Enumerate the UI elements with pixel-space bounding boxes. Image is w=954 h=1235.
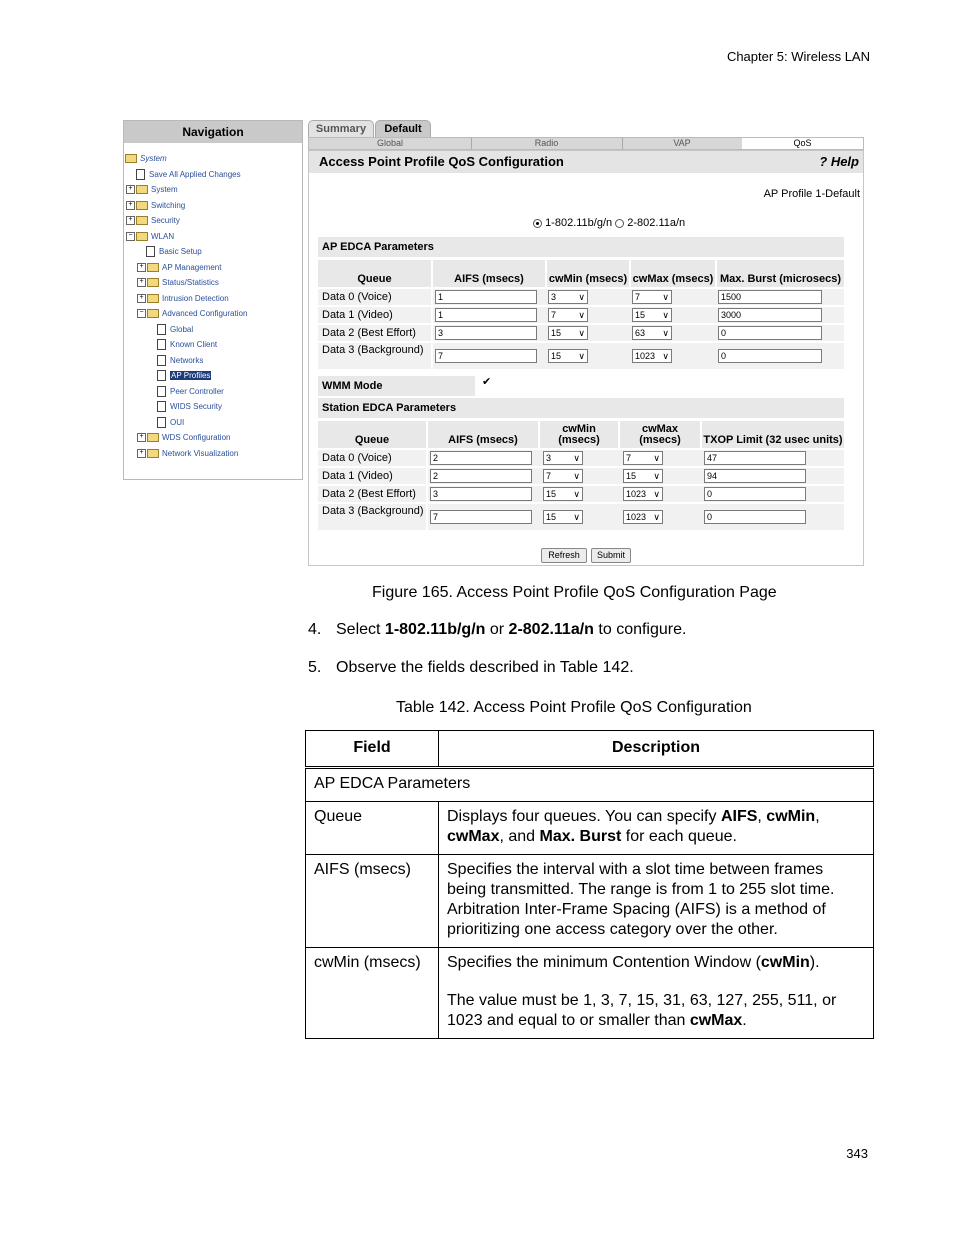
sta-row0-aifs-input[interactable]: 2 [430, 451, 532, 465]
expand-icon[interactable]: + [137, 449, 146, 458]
ap-row0-burst-input[interactable]: 1500 [718, 290, 822, 304]
sta-row3-cwmin-select[interactable]: 15 ∨ [543, 510, 583, 524]
nav-item-intrusion-detection[interactable]: + Intrusion Detection [137, 293, 229, 305]
nav-item-ap-management[interactable]: + AP Management [137, 262, 221, 274]
folder-open-icon [136, 232, 148, 241]
desc-queue: Displays four queues. You can specify AIFS, cwMin, cwMax, and Max. Burst for each queue. [439, 802, 874, 855]
page-icon [157, 370, 166, 381]
tab-default[interactable]: Default [375, 120, 431, 137]
expand-icon[interactable]: + [137, 433, 146, 442]
ap-row3-queue: Data 3 (Background) [318, 343, 431, 369]
sta-row1-cwmin-select[interactable]: 7 ∨ [543, 469, 583, 483]
folder-icon [136, 201, 148, 210]
ap-row3-cwmax-select[interactable]: 1023 ∨ [632, 349, 672, 363]
folder-open-icon [147, 309, 159, 318]
ap-header-aifs: AIFS (msecs) [433, 260, 545, 287]
ap-row3-aifs-input[interactable]: 7 [435, 349, 537, 363]
nav-item-peer-controller[interactable]: Peer Controller [157, 386, 224, 398]
header-description: Description [439, 731, 874, 768]
sta-header-txop: TXOP Limit (32 usec units) [702, 421, 844, 448]
field-aifs: AIFS (msecs) [306, 855, 439, 948]
radio-group: 1-802.11b/g/n 2-802.11a/n [533, 217, 685, 229]
sta-row1-cwmax-select[interactable]: 15 ∨ [623, 469, 663, 483]
header-field: Field [306, 731, 439, 768]
page-icon [136, 169, 145, 180]
ap-row2-queue: Data 2 (Best Effort) [318, 325, 431, 341]
sta-row3-txop-input[interactable]: 0 [704, 510, 806, 524]
nav-item-ap-profiles[interactable]: AP Profiles [157, 370, 211, 382]
expand-icon[interactable]: + [126, 185, 135, 194]
sta-row0-cwmin-select[interactable]: 3 ∨ [543, 451, 583, 465]
folder-icon [147, 294, 159, 303]
folder-open-icon [125, 154, 137, 163]
station-edca-section-title: Station EDCA Parameters [318, 398, 844, 418]
wmm-mode-label: WMM Mode [318, 376, 475, 396]
ap-row2-burst-input[interactable]: 0 [718, 326, 822, 340]
ap-row3-burst-input[interactable]: 0 [718, 349, 822, 363]
sta-header-cwmin: cwMin (msecs) [540, 421, 618, 448]
nav-item-oui[interactable]: OUI [157, 417, 184, 429]
ap-header-max-burst: Max. Burst (microsecs) [717, 260, 844, 287]
ap-header-queue: Queue [318, 260, 431, 287]
ap-row1-queue: Data 1 (Video) [318, 307, 431, 323]
ap-row1-aifs-input[interactable]: 1 [435, 308, 537, 322]
sta-row2-cwmin-select[interactable]: 15 ∨ [543, 487, 583, 501]
ap-row2-cwmax-select[interactable]: 63 ∨ [632, 326, 672, 340]
field-queue: Queue [306, 802, 439, 855]
sta-row1-aifs-input[interactable]: 2 [430, 469, 532, 483]
nav-item-wds-configuration[interactable]: + WDS Configuration [137, 432, 230, 444]
ap-row1-cwmin-select[interactable]: 7 ∨ [548, 308, 588, 322]
sta-header-aifs: AIFS (msecs) [428, 421, 538, 448]
expand-icon[interactable]: + [137, 263, 146, 272]
sta-row3-queue: Data 3 (Background) [318, 504, 426, 530]
folder-icon [147, 433, 159, 442]
ap-row0-queue: Data 0 (Voice) [318, 289, 431, 305]
ap-row2-cwmin-select[interactable]: 15 ∨ [548, 326, 588, 340]
collapse-icon[interactable]: − [126, 232, 135, 241]
subtab-global[interactable]: Global [309, 138, 472, 149]
radio-80211bgn[interactable] [533, 219, 542, 228]
subtab-qos[interactable]: QoS [742, 138, 863, 149]
sub-tabs [308, 137, 864, 150]
desc-aifs: Specifies the interval with a slot time between frames being transmitted. The range is from 1 to 255 slot time. Arbitration Inter-Frame Spacing (AIFS) is a method of prioritizing one access category over the other. [439, 855, 874, 948]
folder-icon [136, 216, 148, 225]
nav-item-system-root[interactable]: System [125, 153, 167, 165]
page-icon [146, 246, 155, 257]
sta-row2-txop-input[interactable]: 0 [704, 487, 806, 501]
expand-icon[interactable]: + [126, 216, 135, 225]
navigation-panel [123, 120, 303, 480]
sta-row3-cwmax-select[interactable]: 1023 ∨ [623, 510, 663, 524]
step-4: 4. Select 1-802.11b/g/n or 2-802.11a/n to configure. [308, 621, 687, 638]
refresh-button[interactable]: Refresh [541, 548, 587, 563]
table-row [306, 855, 874, 948]
ap-row3-cwmin-select[interactable]: 15 ∨ [548, 349, 588, 363]
page-title: Access Point Profile QoS Configuration [319, 154, 564, 169]
table-section-row [306, 768, 874, 802]
sta-row1-txop-input[interactable]: 94 [704, 469, 806, 483]
sta-row0-txop-input[interactable]: 47 [704, 451, 806, 465]
sta-row1-queue: Data 1 (Video) [318, 468, 426, 484]
table-row [306, 802, 874, 855]
wmm-mode-checkbox[interactable]: ✔ [482, 376, 492, 388]
ap-row0-cwmin-select[interactable]: 3 ∨ [548, 290, 588, 304]
sta-header-cwmax: cwMax (msecs) [620, 421, 700, 448]
subtab-vap[interactable]: VAP [622, 138, 743, 149]
nav-item-status-statistics[interactable]: + Status/Statistics [137, 277, 219, 289]
folder-icon [147, 278, 159, 287]
tab-summary[interactable]: Summary [308, 120, 374, 137]
radio-80211an[interactable] [615, 219, 624, 228]
nav-item-networks[interactable]: Networks [157, 355, 203, 367]
nav-item-global[interactable]: Global [157, 324, 193, 336]
ap-row1-burst-input[interactable]: 3000 [718, 308, 822, 322]
sta-row2-aifs-input[interactable]: 3 [430, 487, 532, 501]
ap-row0-aifs-input[interactable]: 1 [435, 290, 537, 304]
page-icon [157, 339, 166, 350]
folder-icon [147, 449, 159, 458]
section-ap-edca: AP EDCA Parameters [306, 768, 874, 802]
table-row [306, 948, 874, 1039]
nav-item-basic-setup[interactable]: Basic Setup [146, 246, 202, 258]
ap-row0-cwmax-select[interactable]: 7 ∨ [632, 290, 672, 304]
table-caption: Table 142. Access Point Profile QoS Configuration [396, 699, 752, 716]
profile-label: AP Profile 1-Default [763, 188, 860, 200]
folder-icon [147, 263, 159, 272]
ap-row2-aifs-input[interactable]: 3 [435, 326, 537, 340]
navigation-title: Navigation [124, 121, 302, 143]
nav-item-wlan[interactable]: − WLAN [126, 231, 174, 243]
figure-caption: Figure 165. Access Point Profile QoS Configuration Page [372, 584, 777, 601]
sta-row2-cwmax-select[interactable]: 1023 ∨ [623, 487, 663, 501]
nav-item-switching[interactable]: + Switching [126, 200, 185, 212]
step-5: 5. Observe the fields described in Table 142. [308, 659, 634, 676]
content-frame [308, 150, 864, 566]
nav-item-advanced-configuration[interactable]: − Advanced Configuration [137, 308, 247, 320]
help-link[interactable]: ? Help [819, 154, 859, 169]
page-number: 343 [846, 1146, 868, 1161]
sta-row0-queue: Data 0 (Voice) [318, 450, 426, 466]
ap-edca-section-title: AP EDCA Parameters [318, 237, 844, 257]
nav-item-save-all[interactable]: Save All Applied Changes [136, 169, 241, 181]
field-cwmin: cwMin (msecs) [306, 948, 439, 1039]
table-header-row [306, 731, 874, 768]
expand-icon[interactable]: + [126, 201, 135, 210]
page-icon [157, 324, 166, 335]
chapter-header: Chapter 5: Wireless LAN [726, 49, 870, 64]
folder-icon [136, 185, 148, 194]
subtab-radio[interactable]: Radio [471, 138, 623, 149]
page-title-bar [309, 151, 863, 173]
submit-button[interactable]: Submit [591, 548, 631, 563]
qos-config-panel [308, 120, 864, 566]
collapse-icon[interactable]: − [137, 309, 146, 318]
desc-cwmin: Specifies the minimum Contention Window (cwMin). The value must be 1, 3, 7, 15, 31, 63, 127, 255, 511, or 1023 and equal to or smaller than cwMax. [439, 948, 874, 1039]
description-table [305, 730, 874, 1039]
page-icon [157, 417, 166, 428]
ap-header-cwmax: cwMax (msecs) [631, 260, 715, 287]
expand-icon[interactable]: + [137, 294, 146, 303]
page-icon [157, 401, 166, 412]
sta-row0-cwmax-select[interactable]: 7 ∨ [623, 451, 663, 465]
sta-header-queue: Queue [318, 421, 426, 448]
nav-item-system[interactable]: + System [126, 184, 178, 196]
page-icon [157, 355, 166, 366]
nav-item-security[interactable]: + Security [126, 215, 180, 227]
sta-row2-queue: Data 2 (Best Effort) [318, 486, 426, 502]
nav-item-wids-security[interactable]: WIDS Security [157, 401, 222, 413]
ap-row1-cwmax-select[interactable]: 15 ∨ [632, 308, 672, 322]
ap-header-cwmin: cwMin (msecs) [547, 260, 629, 287]
page-icon [157, 386, 166, 397]
expand-icon[interactable]: + [137, 278, 146, 287]
sta-row3-aifs-input[interactable]: 7 [430, 510, 532, 524]
nav-item-network-visualization[interactable]: + Network Visualization [137, 448, 238, 460]
nav-item-known-client[interactable]: Known Client [157, 339, 217, 351]
